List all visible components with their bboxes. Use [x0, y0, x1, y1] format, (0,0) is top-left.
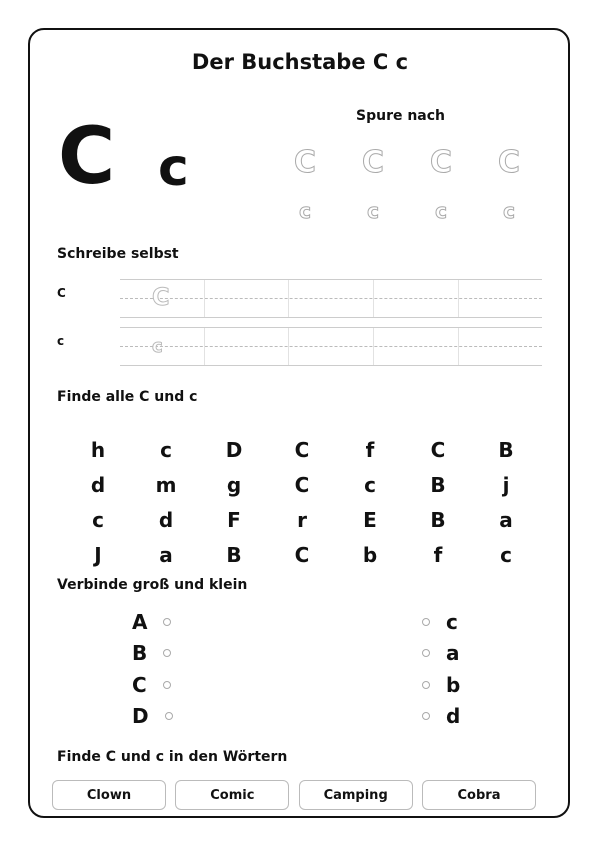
- word-box[interactable]: Clown: [52, 780, 166, 810]
- hero-uppercase-letter: C: [58, 112, 116, 202]
- match-item-left[interactable]: [132, 606, 173, 638]
- letter-grid-cell[interactable]: C: [294, 542, 310, 567]
- writing-midline: [120, 346, 542, 347]
- letter-grid-cell[interactable]: j: [502, 472, 510, 497]
- match-letter: d: [446, 704, 461, 729]
- letter-grid-cell[interactable]: B: [498, 437, 514, 462]
- trace-letter: C: [429, 144, 453, 180]
- writing-divider: [204, 280, 205, 317]
- connect-dot-icon[interactable]: [422, 712, 430, 720]
- connect-dot-icon[interactable]: [165, 712, 173, 720]
- writing-divider: [288, 280, 289, 317]
- match-item-right[interactable]: [422, 701, 460, 733]
- match-right-column: [422, 606, 460, 732]
- letter-grid-cell[interactable]: c: [364, 472, 376, 497]
- hero-lowercase-letter: c: [158, 138, 189, 198]
- writing-midline: [120, 298, 542, 299]
- connect-dot-icon[interactable]: [422, 618, 430, 626]
- letter-grid-cell[interactable]: C: [294, 437, 310, 462]
- trace-letter: c: [435, 199, 447, 223]
- connect-dot-icon[interactable]: [422, 681, 430, 689]
- trace-letter: C: [361, 144, 385, 180]
- writing-divider: [458, 328, 459, 365]
- writing-line-uppercase[interactable]: [120, 279, 542, 318]
- ghost-letter: C: [152, 283, 170, 311]
- trace-letter: C: [293, 144, 317, 180]
- match-letter: C: [132, 672, 147, 697]
- connect-dot-icon[interactable]: [163, 618, 171, 626]
- letter-search-grid: [64, 432, 540, 572]
- letter-grid-cell[interactable]: B: [430, 507, 446, 532]
- match-letter: A: [132, 609, 148, 634]
- match-letter: b: [446, 672, 461, 697]
- letter-grid-cell[interactable]: f: [365, 437, 375, 462]
- match-item-right[interactable]: [422, 606, 460, 638]
- letter-grid-cell[interactable]: f: [433, 542, 443, 567]
- writing-divider: [458, 280, 459, 317]
- match-left-column: [132, 606, 173, 732]
- match-item-right[interactable]: [422, 669, 460, 701]
- match-item-right[interactable]: [422, 638, 460, 670]
- letter-grid-cell[interactable]: h: [90, 437, 106, 462]
- match-item-left[interactable]: [132, 638, 173, 670]
- letter-grid-cell[interactable]: C: [430, 437, 446, 462]
- word-box[interactable]: Cobra: [422, 780, 536, 810]
- write-row-label: C: [57, 286, 66, 300]
- letter-grid-row: [64, 537, 540, 572]
- letter-grid-cell[interactable]: E: [363, 507, 377, 532]
- letter-grid-row: [64, 432, 540, 467]
- words-heading: Finde C und c in den Wörtern: [57, 749, 288, 765]
- letter-grid-cell[interactable]: b: [362, 542, 378, 567]
- writing-divider: [288, 328, 289, 365]
- letter-grid-cell[interactable]: B: [226, 542, 242, 567]
- connect-dot-icon[interactable]: [163, 681, 171, 689]
- word-box[interactable]: Camping: [299, 780, 413, 810]
- letter-grid-cell[interactable]: F: [227, 507, 241, 532]
- trace-letter: c: [503, 199, 515, 223]
- connect-dot-icon[interactable]: [422, 649, 430, 657]
- trace-row-uppercase: [272, 140, 542, 184]
- connect-dot-icon[interactable]: [163, 649, 171, 657]
- letter-grid-cell[interactable]: C: [294, 472, 310, 497]
- letter-grid-cell[interactable]: c: [92, 507, 104, 532]
- trace-letter: c: [299, 199, 311, 223]
- letter-grid-cell[interactable]: d: [90, 472, 106, 497]
- letter-grid-cell[interactable]: a: [499, 507, 513, 532]
- find-heading: Finde alle C und c: [57, 389, 198, 405]
- word-box[interactable]: Comic: [175, 780, 289, 810]
- letter-grid-cell[interactable]: g: [226, 472, 242, 497]
- trace-grid: [272, 140, 542, 226]
- writing-divider: [373, 328, 374, 365]
- writing-divider: [204, 328, 205, 365]
- letter-grid-row: [64, 502, 540, 537]
- match-letter: D: [132, 704, 149, 729]
- match-letter: B: [132, 641, 148, 666]
- word-list: [52, 780, 536, 810]
- letter-grid-cell[interactable]: c: [500, 542, 512, 567]
- match-letter: a: [446, 641, 460, 666]
- letter-grid-cell[interactable]: J: [94, 542, 102, 567]
- write-row-label: c: [57, 334, 65, 348]
- trace-letter: C: [497, 144, 521, 180]
- letter-grid-cell[interactable]: c: [160, 437, 172, 462]
- letter-grid-cell[interactable]: m: [155, 472, 177, 497]
- write-heading: Schreibe selbst: [57, 246, 179, 262]
- writing-line-lowercase[interactable]: [120, 327, 542, 366]
- letter-grid-cell[interactable]: r: [297, 507, 307, 532]
- letter-grid-cell[interactable]: B: [430, 472, 446, 497]
- match-letter: c: [446, 609, 458, 634]
- trace-letter: c: [367, 199, 379, 223]
- letter-grid-cell[interactable]: D: [225, 437, 243, 462]
- trace-row-lowercase: [272, 196, 542, 226]
- writing-divider: [373, 280, 374, 317]
- page-title: Der Buchstabe C c: [191, 50, 409, 74]
- match-item-left[interactable]: [132, 669, 173, 701]
- ghost-letter: c: [152, 336, 163, 357]
- match-heading: Verbinde groß und klein: [57, 577, 248, 593]
- match-item-left[interactable]: [132, 701, 173, 733]
- trace-heading: Spure nach: [356, 108, 446, 124]
- letter-grid-cell[interactable]: d: [158, 507, 174, 532]
- letter-grid-row: [64, 467, 540, 502]
- letter-grid-cell[interactable]: a: [159, 542, 173, 567]
